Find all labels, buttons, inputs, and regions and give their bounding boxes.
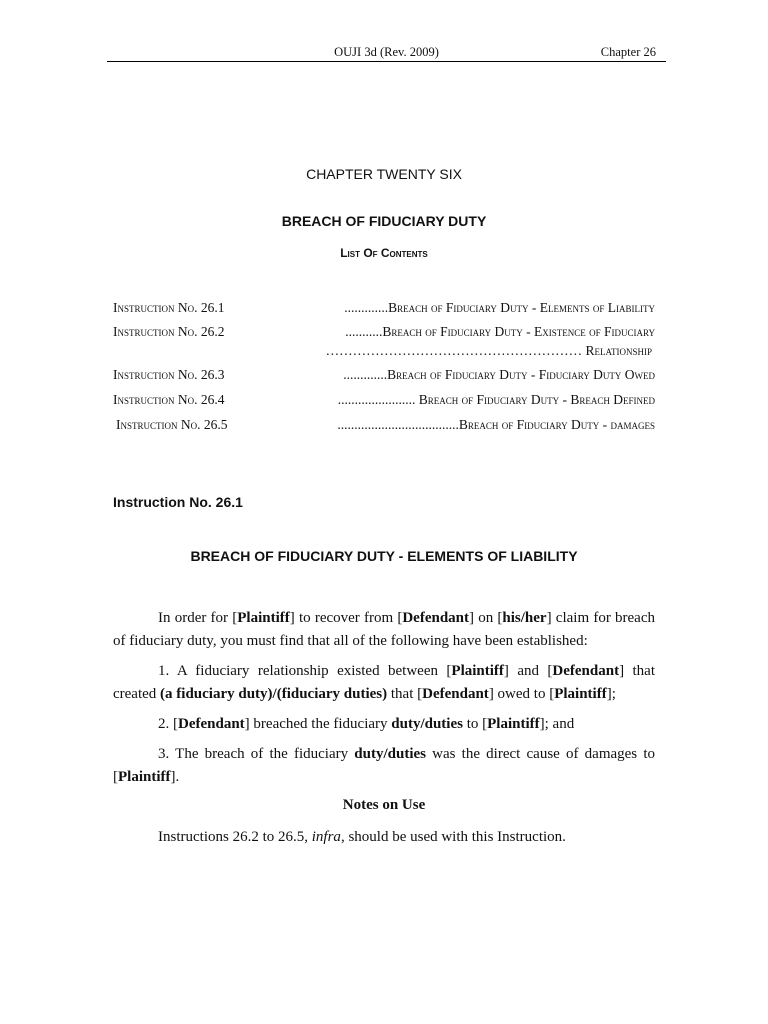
text-run: ] on [ xyxy=(469,610,503,626)
toc-entry-continuation: ………………………………………………… Relationship xyxy=(325,343,652,358)
text-run: Instructions 26.2 to 26.5, xyxy=(158,829,312,845)
text-run: ]; and xyxy=(539,716,575,732)
placeholder-plaintiff: Plaintiff xyxy=(237,610,290,626)
chapter-title: BREACH OF FIDUCIARY DUTY xyxy=(281,213,487,229)
text-run: ]. xyxy=(170,769,180,785)
text-run: , should be used with this Instruction. xyxy=(340,829,566,845)
toc-label: Instruction No. 26.3 xyxy=(113,367,225,382)
placeholder-defendant: Defendant xyxy=(402,610,470,626)
toc-row[interactable] xyxy=(113,367,658,385)
toc-row[interactable] xyxy=(113,417,658,435)
text-run: ] to recover from [ xyxy=(289,610,403,626)
toc-label: Instruction No. 26.2 xyxy=(113,324,225,339)
toc-entry: ....................................Breach of Fiduciary Duty - damages xyxy=(337,417,655,432)
placeholder-duty: (a fiduciary duty)/(fiduciary duties) xyxy=(160,686,388,702)
text-run: ] claim for breach of fiduciary duty, you must find that all of the following have been established: xyxy=(113,610,655,649)
placeholder-plaintiff: Plaintiff xyxy=(451,663,504,679)
placeholder-plaintiff: Plaintiff xyxy=(554,686,607,702)
text-run: In order for [ xyxy=(158,610,238,626)
header-source: OUJI 3d (Rev. 2009) xyxy=(334,45,439,59)
notes-on-use-text xyxy=(113,826,655,849)
toc-entry: .............Breach of Fiduciary Duty - Elements of Liability xyxy=(344,300,655,315)
element-three xyxy=(113,743,655,789)
placeholder-duty: duty/duties xyxy=(391,716,463,732)
placeholder-defendant: Defendant xyxy=(422,686,489,702)
placeholder-duty: duty/duties xyxy=(354,746,426,762)
text-run: to [ xyxy=(462,716,488,732)
text-run: ] that created xyxy=(113,663,655,702)
text-run: was the direct cause of damages to [ xyxy=(113,746,655,785)
text-run: ] breached the fiduciary xyxy=(244,716,392,732)
toc-row[interactable] xyxy=(113,392,658,410)
toc-entry: ....................... Breach of Fiduciary Duty - Breach Defined xyxy=(337,392,655,407)
section-heading: Instruction No. 26.1 xyxy=(113,494,243,510)
section-title: BREACH OF FIDUCIARY DUTY - ELEMENTS OF LIABILITY xyxy=(190,548,578,564)
header-chapter: Chapter 26 xyxy=(600,45,656,59)
toc-row[interactable] xyxy=(113,324,658,342)
element-one xyxy=(113,660,655,706)
toc-row-continuation xyxy=(113,343,658,361)
text-run: 1. A fiduciary relationship existed between [ xyxy=(158,663,452,679)
text-run: 3. The breach of the fiduciary xyxy=(158,746,355,762)
placeholder-pronoun: his/her xyxy=(502,610,547,626)
text-run: that [ xyxy=(387,686,423,702)
toc-entry: .............Breach of Fiduciary Duty - Fiduciary Duty Owed xyxy=(343,367,655,382)
text-run: ] owed to [ xyxy=(488,686,555,702)
toc-row[interactable] xyxy=(113,300,658,318)
running-header xyxy=(107,45,666,62)
placeholder-plaintiff: Plaintiff xyxy=(118,769,171,785)
placeholder-defendant: Defendant xyxy=(552,663,620,679)
element-two xyxy=(113,713,655,736)
text-run: 2. [ xyxy=(158,716,178,732)
paragraph-intro xyxy=(113,607,655,653)
toc-label: Instruction No. 26.1 xyxy=(113,300,225,315)
placeholder-plaintiff: Plaintiff xyxy=(487,716,540,732)
italic-term: infra xyxy=(311,829,341,845)
toc-label: Instruction No. 26.4 xyxy=(113,392,225,407)
placeholder-defendant: Defendant xyxy=(178,716,245,732)
toc-label: Instruction No. 26.5 xyxy=(116,417,228,432)
chapter-heading: CHAPTER TWENTY SIX xyxy=(306,166,462,182)
toc-entry: ...........Breach of Fiduciary Duty - Existence of Fiduciary xyxy=(345,324,655,339)
text-run: ]; xyxy=(606,686,616,702)
notes-heading: Notes on Use xyxy=(342,797,426,813)
text-run: ] and [ xyxy=(503,663,553,679)
contents-heading: List Of Contents xyxy=(340,246,428,260)
